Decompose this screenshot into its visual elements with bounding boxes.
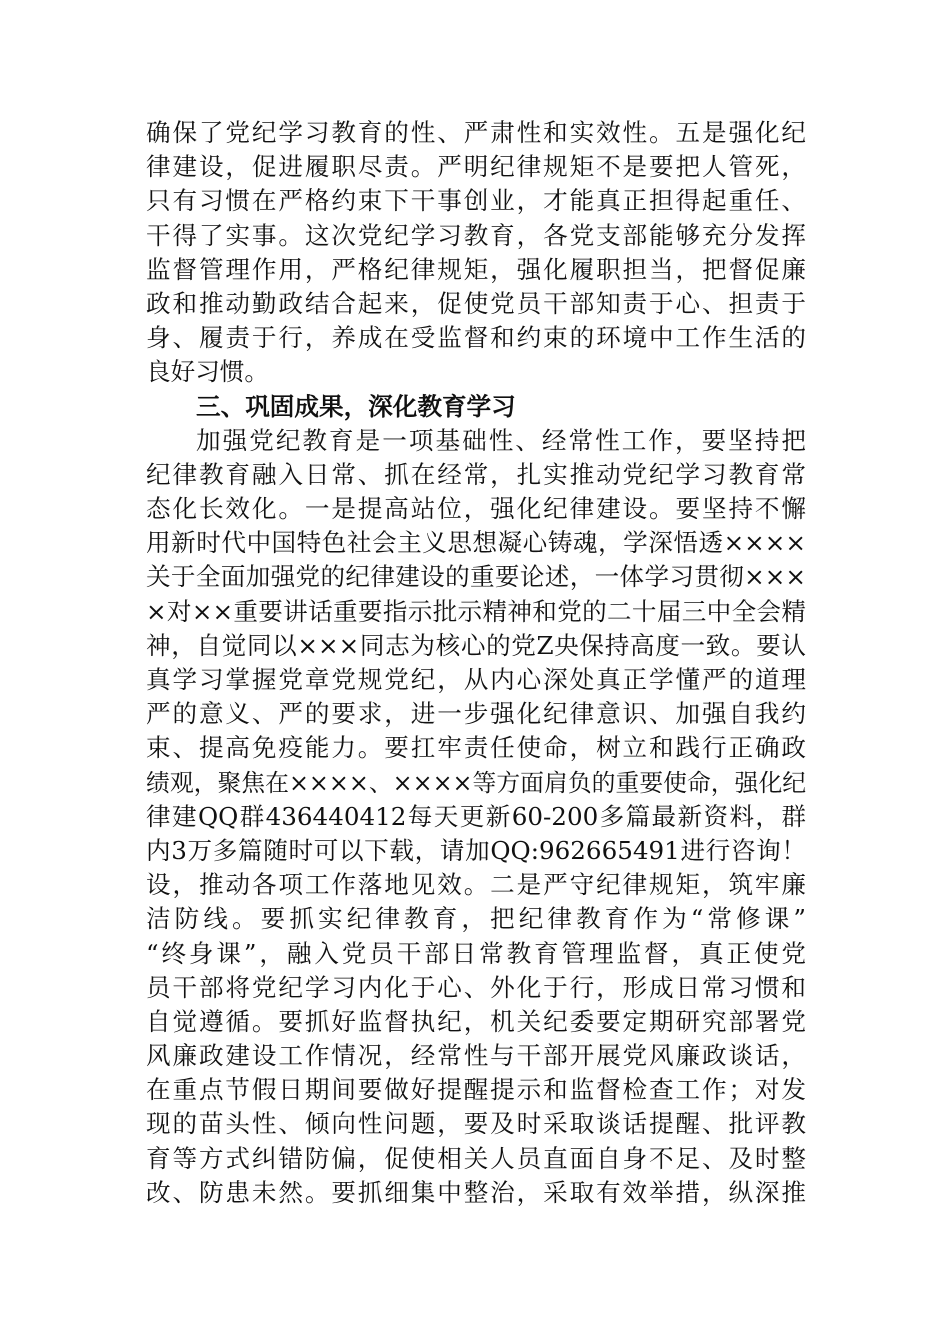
body-line: 律建设，促进履职尽责。严明纪律规矩不是要把人管死，: [146, 152, 806, 182]
section-heading: 三、巩固成果，深化教育学习: [196, 391, 516, 421]
body-line: 自觉遵循。要抓好监督执纪，机关纪委要定期研究部署党: [146, 1006, 806, 1036]
body-line: 洁防线。要抓实纪律教育，把纪律教育作为“常修课”: [146, 904, 806, 934]
body-line: 严的意义、严的要求，进一步强化纪律意识、加强自我约: [146, 699, 806, 729]
body-line: ×对××重要讲话重要指示批示精神和党的二十届三中全会精: [146, 596, 806, 626]
body-line: 监督管理作用，严格纪律规矩，强化履职担当，把督促廉: [146, 254, 806, 284]
body-line: 绩观，聚焦在××××、××××等方面肩负的重要使命，强化纪: [146, 768, 807, 797]
document-body: [146, 116, 806, 1210]
body-line: 良好习惯。: [146, 357, 269, 387]
body-line: 关于全面加强党的纪律建设的重要论述，一体学习贯彻×××: [146, 562, 806, 592]
body-line: 只有习惯在严格约束下干事创业，才能真正担得起重任、: [146, 186, 806, 216]
body-line: 纪律教育融入日常、抓在经常，扎实推动党纪学习教育常: [146, 459, 806, 489]
body-line: 身、履责于行，养成在受监督和约束的环境中工作生活的: [146, 323, 806, 353]
body-line: 真学习掌握党章党规党纪，从内心深处真正学懂严的道理: [146, 665, 806, 694]
body-line: 律建QQ群436440412每天更新60-200多篇最新资料，群: [146, 801, 806, 831]
body-line: “终身课”，融入党员干部日常教育管理监督，真正使党: [146, 938, 806, 968]
body-line: 在重点节假日期间要做好提醒提示和监督检查工作；对发: [146, 1075, 806, 1105]
body-line: 确保了党纪学习教育的性、严肃性和实效性。五是强化纪: [146, 118, 806, 147]
body-line: 神，自觉同以×××同志为核心的党Z央保持高度一致。要认: [146, 630, 806, 660]
body-line: 束、提高免疫能力。要扛牢责任使命，树立和践行正确政: [146, 733, 806, 763]
body-line: 风廉政建设工作情况，经常性与干部开展党风廉政谈话，: [146, 1041, 806, 1071]
body-line: 干得了实事。这次党纪学习教育，各党支部能够充分发挥: [146, 220, 806, 250]
body-line: 政和推动勤政结合起来，促使党员干部知责于心、担责于: [146, 288, 806, 318]
body-line: 用新时代中国特色社会主义思想凝心铸魂，学深悟透××××: [146, 528, 806, 558]
body-line: 改、防患未然。要抓细集中整治，采取有效举措，纵深推: [146, 1177, 806, 1207]
body-line: 现的苗头性、倾向性问题，要及时采取谈话提醒、批评教: [146, 1109, 806, 1139]
body-line: 员干部将党纪学习内化于心、外化于行，形成日常习惯和: [146, 972, 806, 1002]
body-line: 内3万多篇随时可以下载，请加QQ:962665491进行咨询！: [146, 835, 806, 865]
body-line: 加强党纪教育是一项基础性、经常性工作，要坚持把: [196, 425, 806, 455]
body-line: 育等方式纠错防偏，促使相关人员直面自身不足、及时整: [146, 1143, 806, 1173]
body-line: 设，推动各项工作落地见效。二是严守纪律规矩，筑牢廉: [146, 870, 806, 900]
body-line: 态化长效化。一是提高站位，强化纪律建设。要坚持不懈: [146, 494, 806, 524]
